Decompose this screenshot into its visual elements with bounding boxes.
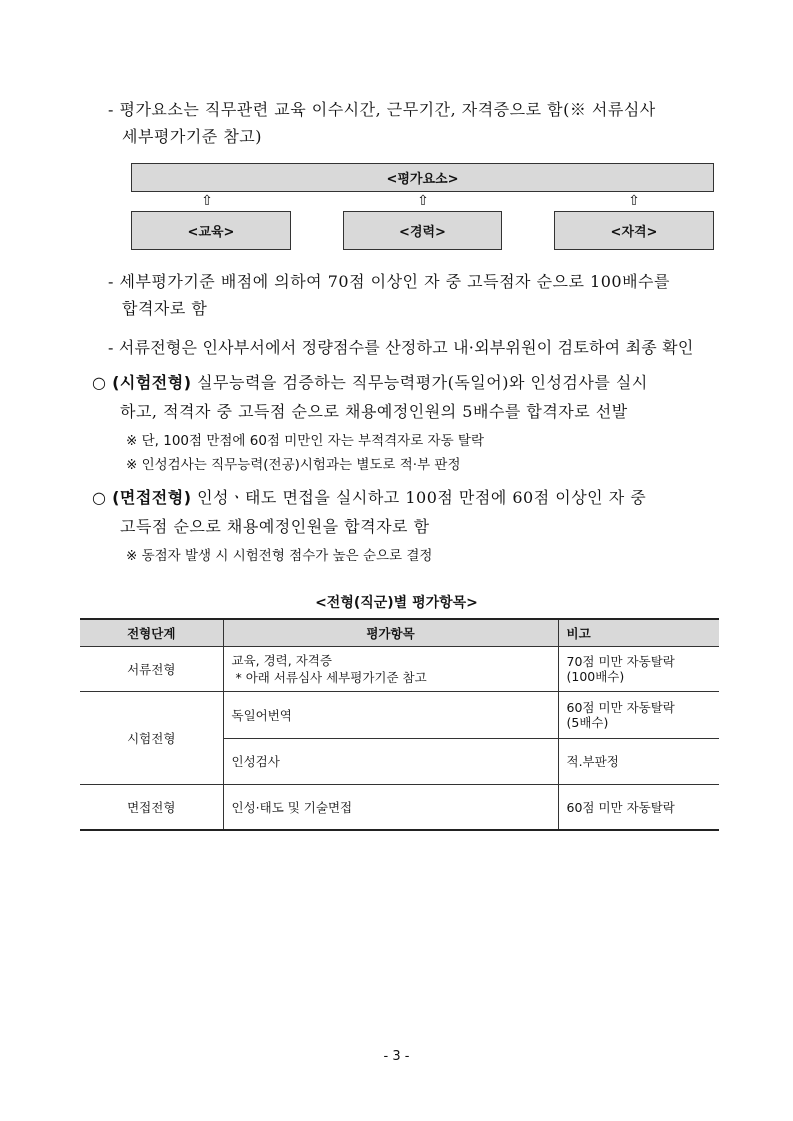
stage-cell: 면접전형 bbox=[80, 784, 223, 830]
evaluation-table bbox=[80, 618, 719, 831]
exam-title: (시험전형) bbox=[112, 373, 192, 392]
interview-title: (면접전형) bbox=[112, 488, 192, 507]
up-arrow-icon: ⇧ bbox=[417, 193, 429, 209]
item-cell: 독일어번역 bbox=[223, 691, 558, 738]
note-line: 70점 미만 자동탈락 bbox=[566, 653, 675, 669]
note-cell: 60점 미만 자동탈락 bbox=[558, 784, 719, 830]
item-subnote: * 아래 서류심사 세부평가기준 참고 bbox=[231, 669, 427, 685]
note-line: 60점 미만 자동탈락 bbox=[566, 699, 675, 715]
interview-line1 bbox=[92, 487, 646, 509]
document-review-line: - 서류전형은 인사부서에서 정량점수를 산정하고 내·외부위원이 검토하여 최종 확인 bbox=[108, 338, 694, 357]
eval-factor-line2: 세부평가기준 참고) bbox=[122, 127, 262, 146]
header-item: 평가항목 bbox=[223, 619, 558, 646]
score-criteria-line2: 합격자로 함 bbox=[122, 299, 208, 318]
note-cell: 적.부판정 bbox=[558, 738, 719, 784]
score-criteria-line1: - 세부평가기준 배점에 의하여 70점 이상인 자 중 고득점자 순으로 100배수를 bbox=[108, 272, 670, 291]
note-line: (100배수) bbox=[566, 668, 625, 684]
diagram-box-qualification: <자격> bbox=[554, 211, 714, 250]
interview-line1-text: 인성ㆍ태도 면접을 실시하고 100점 만점에 60점 이상인 자 중 bbox=[191, 488, 647, 507]
diagram-box-education: <교육> bbox=[131, 211, 291, 250]
diagram-top-box: <평가요소> bbox=[131, 163, 714, 192]
note-cell bbox=[558, 691, 719, 738]
exam-line2: 하고, 적격자 중 고득점 순으로 채용예정인원의 5배수를 합격자로 선발 bbox=[120, 402, 628, 421]
table-title: <전형(직군)별 평가항목> bbox=[315, 595, 478, 611]
item-cell: 인성검사 bbox=[223, 738, 558, 784]
note-line: (5배수) bbox=[566, 714, 609, 730]
bullet-circle-icon: ○ bbox=[92, 373, 107, 392]
exam-note1: ※ 단, 100점 만점에 60점 미만인 자는 부적격자로 자동 탈락 bbox=[126, 433, 484, 449]
stage-cell: 시험전형 bbox=[80, 691, 223, 784]
page-number: - 3 - bbox=[383, 1049, 410, 1064]
up-arrow-icon: ⇧ bbox=[628, 193, 640, 209]
stage-cell: 서류전형 bbox=[80, 646, 223, 691]
header-stage: 전형단계 bbox=[80, 619, 223, 646]
table-row bbox=[80, 646, 719, 691]
header-note: 비고 bbox=[558, 619, 719, 646]
up-arrow-icon: ⇧ bbox=[201, 193, 213, 209]
table-row bbox=[80, 784, 719, 830]
item-cell bbox=[223, 646, 558, 691]
note-cell bbox=[558, 646, 719, 691]
eval-factor-line1: - 평가요소는 직무관련 교육 이수시간, 근무기간, 자격증으로 함(※ 서류심사 bbox=[108, 100, 656, 119]
interview-line2: 고득점 순으로 채용예정인원을 합격자로 함 bbox=[120, 517, 430, 536]
table-row bbox=[80, 691, 719, 738]
exam-line1-text: 실무능력을 검증하는 직무능력평가(독일어)와 인성검사를 실시 bbox=[191, 373, 648, 392]
item-line: 교육, 경력, 자격증 bbox=[231, 652, 332, 668]
diagram-box-career: <경력> bbox=[343, 211, 502, 250]
exam-note2: ※ 인성검사는 직무능력(전공)시험과는 별도로 적·부 판정 bbox=[126, 457, 461, 473]
item-cell: 인성·태도 및 기술면접 bbox=[223, 784, 558, 830]
exam-line1 bbox=[92, 372, 648, 394]
bullet-circle-icon: ○ bbox=[92, 488, 107, 507]
interview-note1: ※ 동점자 발생 시 시험전형 점수가 높은 순으로 결정 bbox=[126, 548, 433, 564]
table-header-row bbox=[80, 619, 719, 646]
